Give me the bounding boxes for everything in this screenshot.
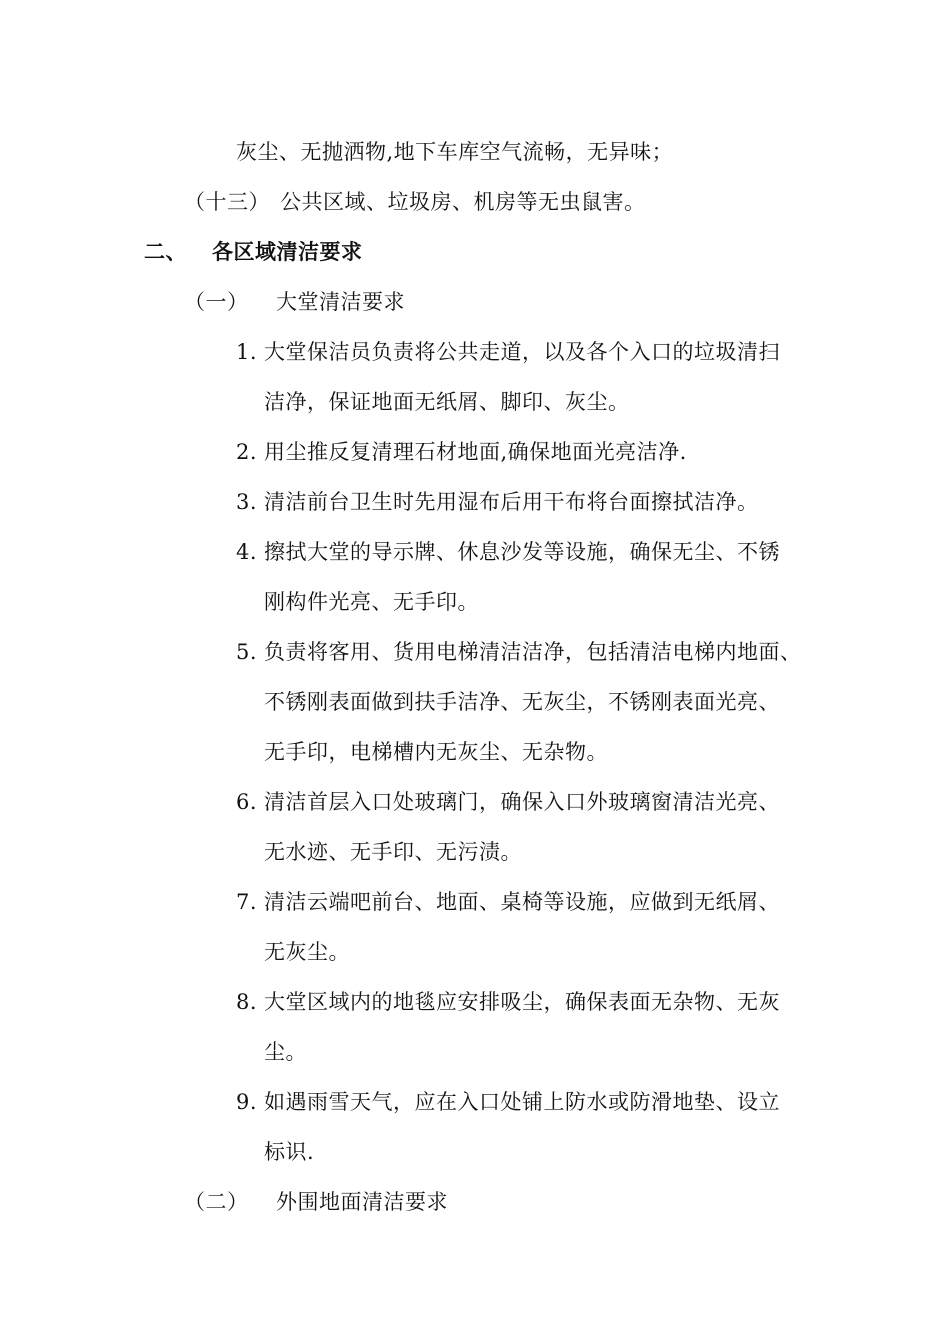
list-item-number: 1. — [236, 340, 258, 364]
list-item-number: 6. — [236, 790, 258, 814]
list-item-number: 7. — [236, 890, 258, 914]
list-item-number: 4. — [236, 540, 258, 564]
list-item-text: 用尘推反复清理石材地面,确保地面光亮洁净. — [264, 440, 687, 464]
list-item-number: 8. — [236, 990, 258, 1014]
sub-1-title: 大堂清洁要求 — [276, 290, 405, 314]
continuation-line: 灰尘、无抛洒物,地下车库空气流畅，无异味； — [236, 140, 674, 164]
list-item-number: 3. — [236, 490, 258, 514]
list-item-text: 负责将客用、货用电梯清洁洁净，包括清洁电梯内地面、 — [264, 640, 802, 664]
list-item — [236, 338, 780, 366]
item-13-text: 公共区域、垃圾房、机房等无虫鼠害。 — [280, 190, 646, 214]
list-item — [236, 488, 759, 516]
sub-2-title: 外围地面清洁要求 — [276, 1190, 448, 1214]
list-item-text: 大堂区域内的地毯应安排吸尘，确保表面无杂物、无灰 — [264, 990, 780, 1014]
list-item-text: 擦拭大堂的导示牌、休息沙发等设施，确保无尘、不锈 — [264, 540, 780, 564]
list-item-number: 5. — [236, 640, 258, 664]
section-2-marker: 二、 — [144, 239, 187, 264]
section-2-title: 各区域清洁要求 — [212, 239, 363, 264]
list-item-continuation: 无灰尘。 — [264, 940, 350, 964]
list-item — [236, 1088, 780, 1116]
list-item — [236, 438, 687, 466]
list-item-text: 如遇雨雪天气，应在入口处铺上防水或防滑地垫、设立 — [264, 1090, 780, 1114]
list-item-continuation: 不锈刚表面做到扶手洁净、无灰尘，不锈刚表面光亮、 — [264, 690, 780, 714]
sub-2-marker: （二） — [184, 1190, 249, 1214]
list-item-number: 2. — [236, 440, 258, 464]
list-item-continuation: 标识. — [264, 1140, 315, 1164]
list-item-continuation: 无手印，电梯槽内无灰尘、无杂物。 — [264, 740, 608, 764]
list-item — [236, 988, 780, 1016]
list-item — [236, 888, 780, 916]
list-item-continuation: 刚构件光亮、无手印。 — [264, 590, 479, 614]
list-item-text: 清洁前台卫生时先用湿布后用干布将台面擦拭洁净。 — [264, 490, 759, 514]
item-13-marker: （十三） — [184, 190, 270, 214]
list-item — [236, 788, 780, 816]
list-item-continuation: 尘。 — [264, 1040, 307, 1064]
list-item — [236, 538, 780, 566]
list-item-text: 清洁首层入口处玻璃门，确保入口外玻璃窗清洁光亮、 — [264, 790, 780, 814]
list-item-number: 9. — [236, 1090, 258, 1114]
list-item-text: 清洁云端吧前台、地面、桌椅等设施，应做到无纸屑、 — [264, 890, 780, 914]
list-item-continuation: 无水迹、无手印、无污渍。 — [264, 840, 522, 864]
list-item — [236, 638, 802, 666]
sub-1-marker: （一） — [184, 290, 249, 314]
list-item-continuation: 洁净，保证地面无纸屑、脚印、灰尘。 — [264, 390, 630, 414]
list-item-text: 大堂保洁员负责将公共走道，以及各个入口的垃圾清扫 — [264, 340, 780, 364]
